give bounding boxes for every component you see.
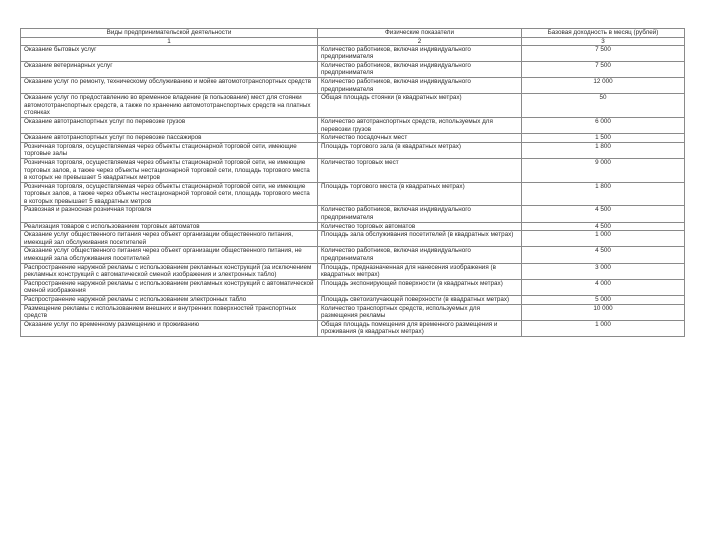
indicator-cell: Общая площадь помещения для временного размещения и проживания (в квадратных метрах) [318,320,522,336]
income-cell: 3 000 [522,263,685,279]
table-row [21,182,685,206]
indicator-cell: Количество работников, включая индивидуального предпринимателя [318,77,522,93]
income-cell: 7 500 [522,45,685,61]
header-indicator: Физические показатели [318,29,522,38]
indicator-cell: Площадь экспонирующей поверхности (в квадратных метрах) [318,279,522,295]
table-row [21,279,685,295]
indicator-cell: Количество работников, включая индивидуального предпринимателя [318,206,522,222]
header-row [21,29,685,38]
income-cell: 10 000 [522,304,685,320]
activity-cell: Размещение рекламы с использованием внешних и внутренних поверхностей транспортных средств [21,304,318,320]
activity-cell: Оказание услуг общественного питания через объект организации общественного питания, не имеющий зала обслуживания посетителей [21,247,318,263]
income-cell: 6 000 [522,117,685,133]
income-cell: 50 [522,94,685,118]
table-row [21,206,685,222]
activity-cell: Развозная и разносная розничная торговля [21,206,318,222]
activity-cell: Оказание услуг по ремонту, техническому обслуживанию и мойке автомототранспортных средств [21,77,318,93]
income-cell: 1 500 [522,134,685,143]
activity-cell: Распространение наружной рекламы с использованием электронных табло [21,296,318,305]
indicator-cell: Площадь зала обслуживания посетителей (в квадратных метрах) [318,231,522,247]
activity-cell: Оказание автотранспортных услуг по перевозке грузов [21,117,318,133]
table-row [21,222,685,231]
activity-cell: Оказание услуг по предоставлению во временное владение (в пользование) мест для стоянки автомототранспортных средств, а также по хранению автомототранспортных средств на платных стоянках [21,94,318,118]
column-number: 1 [21,37,318,45]
indicator-cell: Количество торговых автоматов [318,222,522,231]
income-cell: 4 500 [522,206,685,222]
header-income: Базовая доходность в месяц (рублей) [522,29,685,38]
income-cell: 4 500 [522,247,685,263]
table-row [21,142,685,158]
table-row [21,158,685,182]
indicator-cell: Площадь торгового места (в квадратных метрах) [318,182,522,206]
table-row [21,134,685,143]
indicator-cell: Количество посадочных мест [318,134,522,143]
activity-cell: Розничная торговля, осуществляемая через объекты стационарной торговой сети, имеющие торговые залы [21,142,318,158]
table-row [21,117,685,133]
activity-cell: Оказание автотранспортных услуг по перевозке пассажиров [21,134,318,143]
column-number: 2 [318,37,522,45]
indicator-cell: Количество транспортных средств, используемых для размещения рекламы [318,304,522,320]
activity-cell: Розничная торговля, осуществляемая через объекты стационарной торговой сети, не имеющие торговых залов, а также через объекты нестационарной торговой сети, площадь торгового места в которых превышает 5 квадратных метров [21,182,318,206]
income-cell: 9 000 [522,158,685,182]
indicator-cell: Количество работников, включая индивидуального предпринимателя [318,61,522,77]
activity-cell: Оказание услуг по временному размещению и проживанию [21,320,318,336]
header-activity: Виды предпринимательской деятельности [21,29,318,38]
table-row [21,263,685,279]
income-cell: 1 800 [522,142,685,158]
document-page [20,28,684,337]
table-row [21,320,685,336]
table-row [21,296,685,305]
income-cell: 7 500 [522,61,685,77]
activity-cell: Розничная торговля, осуществляемая через объекты стационарной торговой сети, не имеющие торговых залов, а также через объекты нестационарной торговой сети, площадь торгового места в которых не превышает 5 квадратных метров [21,158,318,182]
indicator-cell: Количество торговых мест [318,158,522,182]
table-row [21,94,685,118]
table-row [21,77,685,93]
income-cell: 4 500 [522,222,685,231]
income-cell: 1 000 [522,320,685,336]
activity-cell: Оказание бытовых услуг [21,45,318,61]
column-number: 3 [522,37,685,45]
table-row [21,231,685,247]
indicator-cell: Количество автотранспортных средств, используемых для перевозки грузов [318,117,522,133]
indicator-cell: Количество работников, включая индивидуального предпринимателя [318,45,522,61]
indicator-cell: Количество работников, включая индивидуального предпринимателя [318,247,522,263]
activity-cell: Оказание услуг общественного питания через объект организации общественного питания, имеющий зал обслуживания посетителей [21,231,318,247]
activity-cell: Распространение наружной рекламы с использованием рекламных конструкций (за исключением рекламных конструкций с автоматической сменой изображения и электронных табло) [21,263,318,279]
table-row [21,61,685,77]
column-number-row [21,37,685,45]
activity-cell: Распространение наружной рекламы с использованием рекламных конструкций с автоматической сменой изображения [21,279,318,295]
income-cell: 12 000 [522,77,685,93]
table-row [21,45,685,61]
indicator-cell: Площадь торгового зала (в квадратных метрах) [318,142,522,158]
activity-cell: Оказание ветеринарных услуг [21,61,318,77]
tax-table [20,28,685,337]
indicator-cell: Площадь светоизлучающей поверхности (в квадратных метрах) [318,296,522,305]
income-cell: 5 000 [522,296,685,305]
income-cell: 1 000 [522,231,685,247]
activity-cell: Реализация товаров с использованием торговых автоматов [21,222,318,231]
income-cell: 4 000 [522,279,685,295]
table-row [21,247,685,263]
table-row [21,304,685,320]
indicator-cell: Площадь, предназначенная для нанесения изображения (в квадратных метрах) [318,263,522,279]
indicator-cell: Общая площадь стоянки (в квадратных метрах) [318,94,522,118]
income-cell: 1 800 [522,182,685,206]
